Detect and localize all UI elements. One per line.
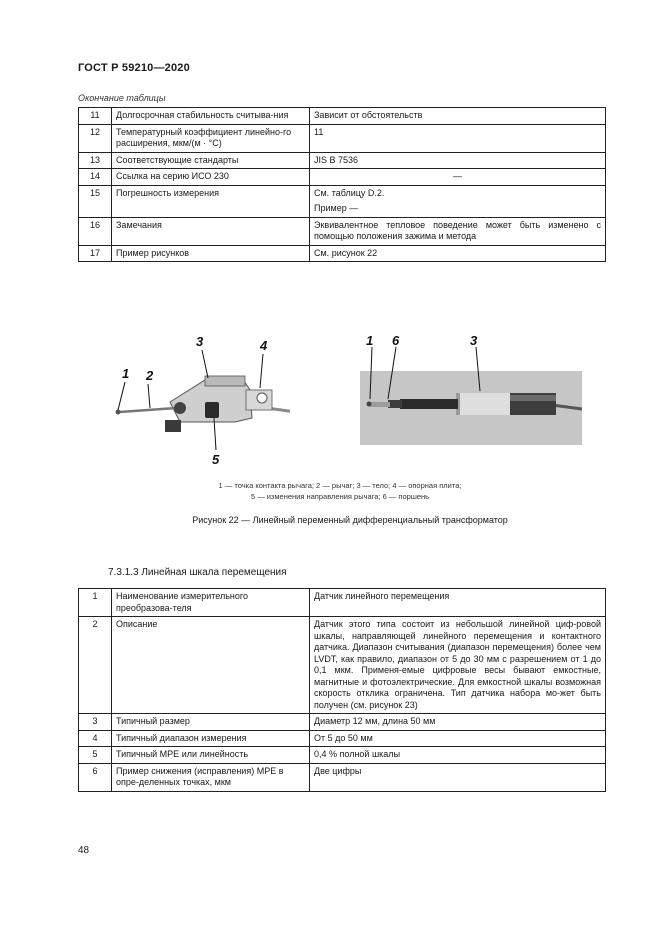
row-value: Зависит от обстоятельств xyxy=(310,108,606,125)
figure-legend-line1: 1 — точка контакта рычага; 2 — рычаг; 3 — тело; 4 — опорная плита; xyxy=(218,481,462,490)
callout-5: 5 xyxy=(212,452,220,467)
figure-caption: Рисунок 22 — Линейный переменный дифференциальный трансформатор xyxy=(192,515,508,525)
row-number: 16 xyxy=(79,217,112,245)
table-row xyxy=(79,124,606,152)
row-number: 15 xyxy=(79,185,112,217)
row-parameter: Типичный диапазон измерения xyxy=(112,730,310,747)
row-parameter: Долгосрочная стабильность считыва-ния xyxy=(112,108,310,125)
row-value: Датчик линейного перемещения xyxy=(310,589,606,617)
table-row xyxy=(79,217,606,245)
row-number: 1 xyxy=(79,589,112,617)
document-header: ГОСТ Р 59210—2020 xyxy=(78,62,190,74)
table-row xyxy=(79,617,606,714)
lever-probe-figure xyxy=(110,332,290,467)
table-row xyxy=(79,589,606,617)
section-title: 7.3.1.3 Линейная шкала перемещения xyxy=(108,567,287,578)
row-value: Эквивалентное тепловое поведение может быть изменено с помощью положения зажима и метода xyxy=(310,217,606,245)
row-number: 3 xyxy=(79,714,112,731)
callout-6: 6 xyxy=(392,333,400,348)
plunger-probe-photo xyxy=(360,333,582,445)
figure-legend-line2: 5 — изменения направления рычага; 6 — поршень xyxy=(250,492,430,501)
row-value: От 5 до 50 мм xyxy=(310,730,606,747)
row-number: 6 xyxy=(79,763,112,791)
row-value: Диаметр 12 мм, длина 50 мм xyxy=(310,714,606,731)
row-number: 14 xyxy=(79,169,112,186)
row-parameter: Соответствующие стандарты xyxy=(112,152,310,169)
table-continuation-caption: Окончание таблицы xyxy=(78,93,166,103)
table-row xyxy=(79,763,606,791)
row-parameter: Погрешность измерения xyxy=(112,185,310,217)
row-number: 4 xyxy=(79,730,112,747)
row-value: См. рисунок 22 xyxy=(310,245,606,262)
page-number: 48 xyxy=(78,845,90,856)
row-value xyxy=(310,169,606,186)
row-parameter: Пример рисунков xyxy=(112,245,310,262)
empty-dash: — xyxy=(453,171,462,181)
table-row xyxy=(79,730,606,747)
row-value: 0,4 % полной шкалы xyxy=(310,747,606,764)
row-value-example: Пример — xyxy=(314,203,359,213)
row-value xyxy=(310,185,606,217)
row-number: 12 xyxy=(79,124,112,152)
table-row xyxy=(79,714,606,731)
row-number: 2 xyxy=(79,617,112,714)
callout-1: 1 xyxy=(366,333,374,348)
callout-2: 2 xyxy=(146,368,154,383)
row-value: JIS B 7536 xyxy=(310,152,606,169)
row-number: 17 xyxy=(79,245,112,262)
table-row xyxy=(79,185,606,217)
row-parameter: Пример снижения (исправления) МРЕ в опре-деленных точках, мкм xyxy=(112,763,310,791)
row-parameter: Типичный размер xyxy=(112,714,310,731)
callout-3: 3 xyxy=(196,334,204,349)
row-value: 11 xyxy=(310,124,606,152)
row-parameter: Наименование измерительного преобразова-теля xyxy=(112,589,310,617)
table-linear-scale xyxy=(78,588,606,792)
row-number: 13 xyxy=(79,152,112,169)
callout-3: 3 xyxy=(470,333,478,348)
row-parameter: Описание xyxy=(112,617,310,714)
table-row xyxy=(79,108,606,125)
table-row xyxy=(79,169,606,186)
table-row xyxy=(79,747,606,764)
row-number: 11 xyxy=(79,108,112,125)
row-parameter: Ссылка на серию ИСО 230 xyxy=(112,169,310,186)
row-value: Две цифры xyxy=(310,763,606,791)
table-lvdt-continued xyxy=(78,107,606,262)
row-parameter: Типичный МРЕ или линейность xyxy=(112,747,310,764)
row-parameter: Замечания xyxy=(112,217,310,245)
table-row xyxy=(79,245,606,262)
row-value-line: См. таблицу D.2. xyxy=(314,187,385,198)
callout-4: 4 xyxy=(260,338,268,353)
callout-1: 1 xyxy=(122,366,130,381)
row-number: 5 xyxy=(79,747,112,764)
row-value: Датчик этого типа состоит из небольшой линейной циф-ровой шкалы, направляющей линейного перемещения и контактного датчика. Диапазон считывания (диапазон перемещения) более чем LVDT, как правило, диапазон от 5 до 30 мм с разрешением от 1 до 0,1 мкм. Применя-емые цифровые весы бывают емкостные, магнитные и фотоэлектрические. Для емкостной шкалы возможная скорость отклика ограничена. Тип датчика набора мо-жет быть получен (см. рисунок 23) xyxy=(310,617,606,714)
table-row xyxy=(79,152,606,169)
row-parameter: Температурный коэффициент линейно-го расширения, мкм/(м · °С) xyxy=(112,124,310,152)
